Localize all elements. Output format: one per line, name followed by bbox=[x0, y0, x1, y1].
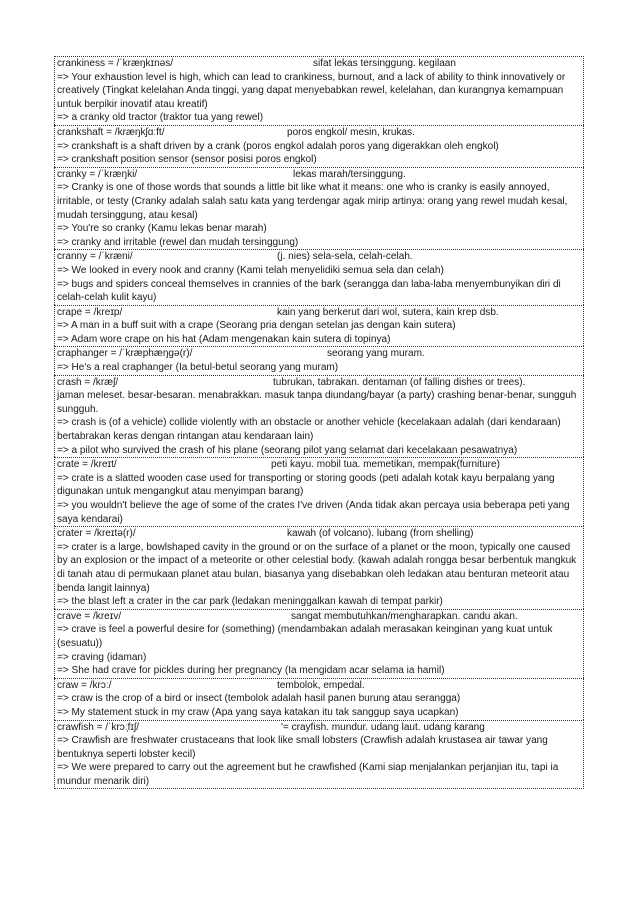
gloss: sangat membutuhkan/mengharapkan. candu akan. bbox=[291, 610, 518, 622]
definition-line: jaman meleset. besar-besaran. menabrakkan. masuk tanpa diundang/bayar (a party) crashing benar-benar, sungguh sungguh. bbox=[57, 390, 577, 415]
dictionary-entry bbox=[54, 526, 584, 609]
example-line: => Your exhaustion level is high, which can lead to crankiness, burnout, and a lack of ability to think innovatively or creatively (Tingkat kelelahan Anda tinggi, yang dapat menyebabkan rewel, kelelahan, dan kurangnya kemampuan untuk berpikir inovatif atau kreatif) bbox=[57, 71, 566, 110]
dictionary-entry bbox=[54, 125, 584, 167]
example-line: => We looked in every nook and cranny (Kami telah menyelidiki semua sela dan celah) bbox=[57, 264, 444, 276]
example-line: => A man in a buff suit with a crape (Seorang pria dengan setelan jas dengan kain sutera) bbox=[57, 320, 456, 332]
headword: crave = /kreɪv/ bbox=[57, 610, 122, 622]
example-line: => you wouldn't believe the age of some of the crates I've driven (Anda tidak akan percaya usia beberapa peti yang saya kendarai) bbox=[57, 500, 570, 525]
example-line: => Cranky is one of those words that sounds a little bit like what it means: one who is cranky is easily annoyed, irritable, or testy (Cranky adalah salah satu kata yang terdengar agak mirip artinya: orang yang rewel mudah kesal, mudah tersinggung, atau kesal) bbox=[57, 182, 568, 221]
dictionary-entry bbox=[54, 375, 584, 458]
headword: cranky = /ˈkræŋki/ bbox=[57, 168, 138, 180]
entry-header bbox=[57, 306, 582, 320]
example-line: => the blast left a crater in the car park (ledakan meninggalkan kawah di tempat parkir) bbox=[57, 596, 443, 608]
example-line: => craw is the crop of a bird or insect (tembolok adalah hasil panen burung atau serangga) bbox=[57, 693, 461, 705]
dictionary-entry bbox=[54, 720, 584, 790]
gloss: lekas marah/tersinggung. bbox=[293, 168, 406, 180]
dictionary-entry bbox=[54, 457, 584, 526]
headword: crankshaft = /kræŋkʃɑːft/ bbox=[57, 126, 165, 138]
example-line: => crater is a large, bowlshaped cavity in the ground or on the surface of a planet or the moon, typically one caused by an explosion or the impact of a meteorite or other celestial body. (kawah adalah rongga besar berbentuk mangkuk di tanah atau di permukaan planet atau bulan, biasanya yang disebabkan oleh ledakan atau benturan meteorit atau benda langit lainnya) bbox=[57, 541, 577, 594]
entry-header bbox=[57, 168, 582, 182]
gloss: kain yang berkerut dari wol, sutera, kain krep dsb. bbox=[277, 306, 499, 318]
dictionary-page bbox=[54, 56, 584, 789]
example-line: => a cranky old tractor (traktor tua yang rewel) bbox=[57, 112, 264, 124]
entry-header bbox=[57, 679, 582, 693]
entry-header bbox=[57, 126, 582, 140]
gloss: (j. nies) sela-sela, celah-celah. bbox=[277, 251, 413, 263]
example-line: => We were prepared to carry out the agreement but he crawfished (Kami siap menjalankan perjanjian itu, tapi ia mundur menarik diri) bbox=[57, 762, 559, 787]
headword: crape = /kreɪp/ bbox=[57, 306, 123, 318]
example-line: => crankshaft is a shaft driven by a crank (poros engkol adalah poros yang digerakkan oleh engkol) bbox=[57, 140, 499, 152]
example-line: => crave is feel a powerful desire for (something) (mendambakan adalah merasakan keinginan yang kuat untuk (sesuatu)) bbox=[57, 624, 553, 649]
headword: crankiness = /ˈkræŋkɪnəs/ bbox=[57, 58, 174, 69]
dictionary-entry bbox=[54, 56, 584, 125]
entry-header bbox=[57, 57, 582, 71]
example-line: => He's a real craphanger (Ia betul-betul seorang yang muram) bbox=[57, 362, 339, 374]
example-line: => crate is a slatted wooden case used for transporting or storing goods (peti adalah kotak kayu berpalang yang digunakan untuk mengangkut atau menyimpan barang) bbox=[57, 472, 555, 498]
dictionary-entry bbox=[54, 678, 584, 720]
entry-header bbox=[57, 721, 582, 735]
gloss: kawah (of volcano). lubang (from shelling) bbox=[287, 528, 474, 540]
example-line: => crash is (of a vehicle) collide violently with an obstacle or another vehicle (kecelakaan adalah (dari kendaraan) bertabrakan keras dengan rintangan atau kendaraan lain) bbox=[57, 417, 561, 443]
gloss: sifat lekas tersinggung. kegilaan bbox=[313, 58, 456, 69]
headword: crate = /kreɪt/ bbox=[57, 459, 117, 471]
gloss: tubrukan, tabrakan. dentaman (of falling dishes or trees). bbox=[273, 376, 526, 388]
gloss: poros engkol/ mesin, krukas. bbox=[287, 126, 415, 138]
headword: cranny = /ˈkræni/ bbox=[57, 251, 133, 263]
dictionary-entry bbox=[54, 167, 584, 250]
example-line: => craving (idaman) bbox=[57, 651, 147, 663]
headword: crash = /kræʃ/ bbox=[57, 376, 119, 388]
dictionary-entry bbox=[54, 609, 584, 678]
headword: crawfish = /ˈkrɔː̩fɪʃ/ bbox=[57, 721, 140, 733]
example-line: => She had crave for pickles during her pregnancy (Ia mengidam acar selama ia hamil) bbox=[57, 665, 445, 677]
dictionary-entry bbox=[54, 346, 584, 374]
example-line: => You're so cranky (Kamu lekas benar marah) bbox=[57, 223, 267, 235]
entry-header bbox=[57, 250, 582, 264]
entry-header bbox=[57, 458, 582, 472]
headword: craphanger = /ˈkræphæŋgə(r)/ bbox=[57, 348, 193, 360]
gloss: tembolok, empedal. bbox=[277, 679, 365, 691]
entry-header bbox=[57, 347, 582, 361]
headword: craw = /krɔː/ bbox=[57, 679, 112, 691]
dictionary-entry bbox=[54, 249, 584, 304]
entry-header bbox=[57, 376, 582, 390]
dictionary-entry bbox=[54, 305, 584, 347]
gloss: '= crayfish. mundur. udang laut. udang karang bbox=[281, 721, 485, 733]
example-line: => My statement stuck in my craw (Apa yang saya katakan itu tak sanggup saya ucapkan) bbox=[57, 706, 459, 718]
gloss: seorang yang muram. bbox=[327, 348, 425, 360]
headword: crater = /kreɪtə(r)/ bbox=[57, 528, 136, 540]
example-line: => cranky and irritable (rewel dan mudah tersinggung) bbox=[57, 236, 299, 248]
gloss: peti kayu. mobil tua. memetikan, mempak(furniture) bbox=[271, 459, 500, 471]
entry-header bbox=[57, 527, 582, 541]
example-line: => Crawfish are freshwater crustaceans that look like small lobsters (Crawfish adalah krustasea air tawar yang bentuknya seperti lobster kecil) bbox=[57, 735, 548, 760]
example-line: => Adam wore crape on his hat (Adam mengenakan kain sutera di topinya) bbox=[57, 333, 391, 345]
entry-header bbox=[57, 610, 582, 624]
example-line: => bugs and spiders conceal themselves in crannies of the bark (serangga dan laba-laba menyembunyikan diri di celah-celah kulit kayu) bbox=[57, 278, 561, 304]
example-line: => a pilot who survived the crash of his plane (seorang pilot yang selamat dari kecelakaan pesawatnya) bbox=[57, 444, 518, 456]
example-line: => crankshaft position sensor (sensor posisi poros engkol) bbox=[57, 154, 317, 166]
